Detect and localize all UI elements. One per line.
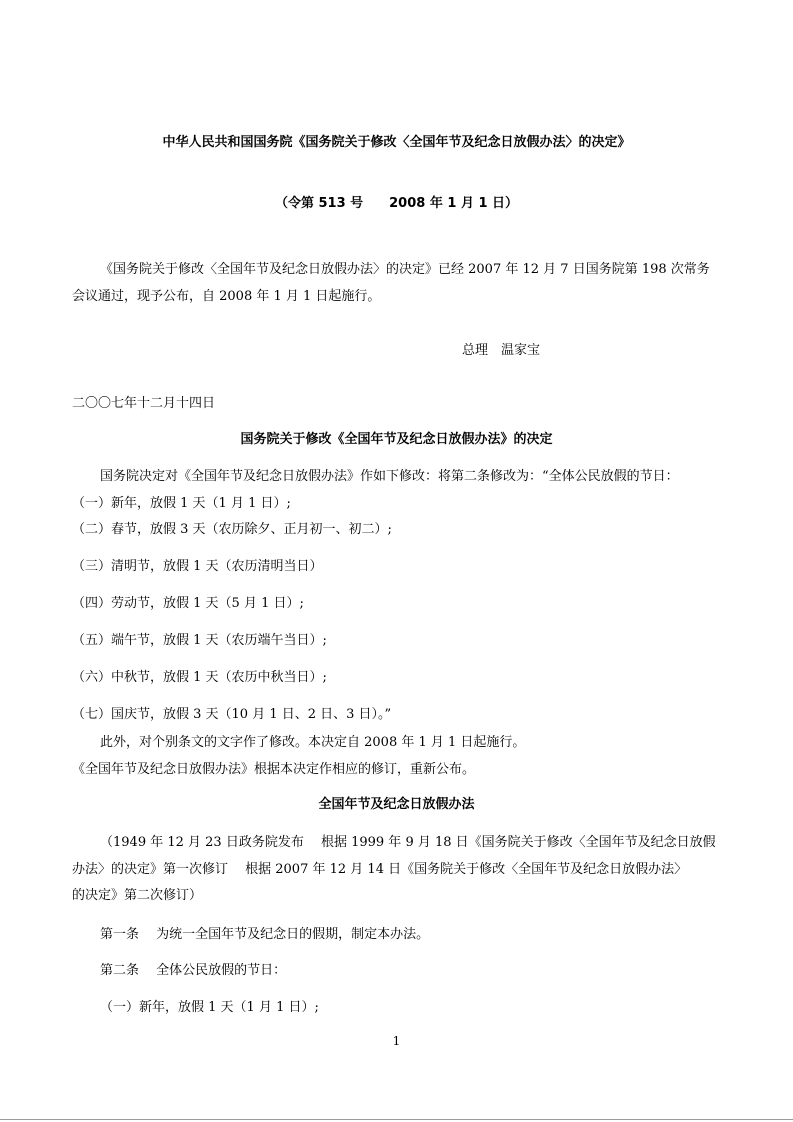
decision-lead: 国务院决定对《全国年节及纪念日放假办法》作如下修改：将第二条修改为：“全体公民放假的节日： — [100, 469, 679, 484]
decision-item: （一）新年，放假 1 天（1 月 1 日）; — [72, 496, 291, 511]
measures-heading: 全国年节及纪念日放假办法 — [318, 797, 475, 812]
decision-heading: 国务院关于修改《全国年节及纪念日放假办法》的决定 — [240, 432, 553, 447]
article-2: 第二条 全体公民放假的节日： — [100, 963, 287, 978]
decision-note: 《全国年节及纪念日放假办法》根据本决定作相应的修订，重新公布。 — [72, 762, 476, 777]
decision-item: （七）国庆节，放假 3 天（10 月 1 日、2 日、3 日）。” — [72, 707, 392, 722]
decision-item: （六）中秋节，放假 1 天（农历中秋当日）; — [72, 670, 327, 685]
intro-paragraph-line-1: 《国务院关于修改〈全国年节及纪念日放假办法〉的决定》已经 2007 年 12 月 7 日国务院第 198 次常务 — [100, 262, 710, 277]
document-title: 中华人民共和国国务院《国务院关于修改〈全国年节及纪念日放假办法〉的决定》 — [162, 135, 631, 150]
signature: 总理 温家宝 — [461, 343, 540, 358]
revision-history-line-3: 的决定》第二次修订） — [72, 888, 203, 903]
order-number: （令第 513 号 2008 年 1 月 1 日） — [274, 196, 519, 211]
decision-item: （四）劳动节，放假 1 天（5 月 1 日）; — [72, 596, 304, 611]
decision-item: （二）春节，放假 3 天（农历除夕、正月初一、初二）; — [72, 522, 392, 537]
page-number: 1 — [392, 1034, 401, 1048]
article-2-item-1: （一）新年，放假 1 天（1 月 1 日）; — [100, 1000, 319, 1015]
decision-item: （三）清明节，放假 1 天（农历清明当日） — [72, 559, 323, 574]
decision-item: （五）端午节，放假 1 天（农历端午当日）; — [72, 633, 327, 648]
decision-note: 此外，对个别条文的文字作了修改。本决定自 2008 年 1 月 1 日起施行。 — [100, 735, 526, 750]
revision-history-line-1: （1949 年 12 月 23 日政务院发布 根据 1999 年 9 月 18 日《国务院关于修改〈全国年节及纪念日放假 — [100, 835, 716, 850]
revision-history-line-2: 办法〉的决定》第一次修订 根据 2007 年 12 月 14 日《国务院关于修改〈全国年节及纪念日放假办法〉 — [72, 862, 688, 877]
page-bottom-divider — [0, 1119, 793, 1120]
article-1: 第一条 为统一全国年节及纪念日的假期，制定本办法。 — [100, 927, 430, 942]
issue-date: 二〇〇七年十二月十四日 — [72, 396, 216, 411]
intro-paragraph-line-2: 会议通过，现予公布，自 2008 年 1 月 1 日起施行。 — [72, 289, 381, 304]
